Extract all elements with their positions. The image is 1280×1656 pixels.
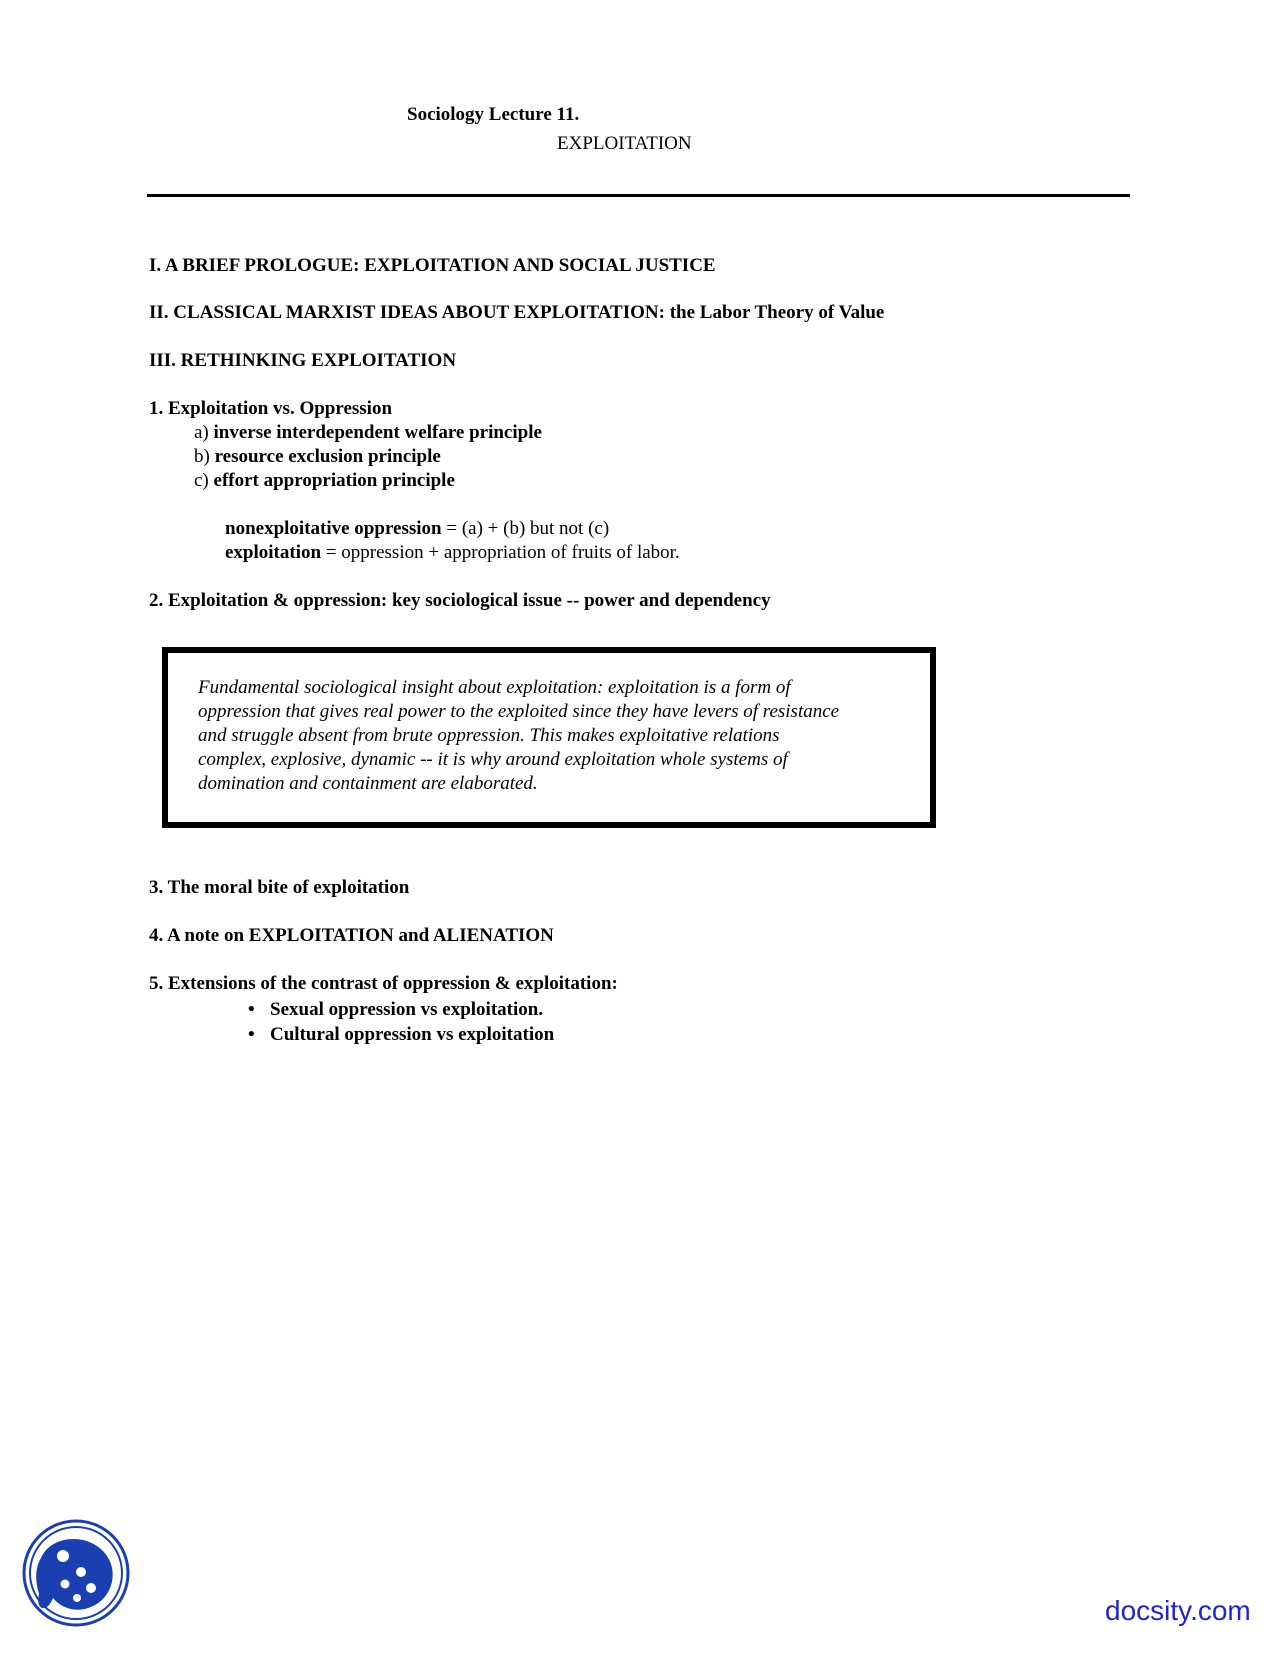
definition-text: = oppression + appropriation of fruits of labor. xyxy=(321,542,680,563)
item-5-heading: 5. Extensions of the contrast of oppression & exploitation: xyxy=(149,973,618,994)
principle-a-prefix: a) xyxy=(194,422,214,443)
definition-term: nonexploitative oppression xyxy=(225,518,442,539)
item-4-heading: 4. A note on EXPLOITATION and ALIENATION xyxy=(149,925,554,946)
principle-c xyxy=(194,469,455,492)
insight-line: oppression that gives real power to the exploited since they have levers of resistance xyxy=(198,701,840,722)
insight-line: and struggle absent from brute oppression. This makes exploitative relations xyxy=(198,725,780,746)
insight-line: complex, explosive, dynamic -- it is why around exploitation whole systems of xyxy=(198,749,788,770)
insight-line: Fundamental sociological insight about exploitation: exploitation is a form of xyxy=(198,677,791,698)
principle-a-label: inverse interdependent welfare principle xyxy=(213,422,542,443)
item-3-heading: 3. The moral bite of exploitation xyxy=(149,877,410,898)
principle-b xyxy=(194,445,441,468)
section-heading-1: I. A BRIEF PROLOGUE: EXPLOITATION AND SOCIAL JUSTICE xyxy=(149,255,716,276)
item-1-heading: 1. Exploitation vs. Oppression xyxy=(149,398,393,419)
section-heading-2: II. CLASSICAL MARXIST IDEAS ABOUT EXPLOITATION: the Labor Theory of Value xyxy=(149,302,885,323)
bullet-item: • Cultural oppression vs exploitation xyxy=(270,1023,554,1046)
principle-a xyxy=(194,421,542,444)
bullet-item: • Sexual oppression vs exploitation. xyxy=(270,998,543,1021)
item-2-heading: 2. Exploitation & oppression: key sociological issue -- power and dependency xyxy=(149,590,771,611)
definition-exploitation xyxy=(225,541,680,564)
principle-c-prefix: c) xyxy=(194,470,214,491)
section-heading-3: III. RETHINKING EXPLOITATION xyxy=(149,350,457,371)
principle-b-prefix: b) xyxy=(194,446,215,467)
header-divider xyxy=(147,194,1130,197)
definition-term: exploitation xyxy=(225,542,322,563)
principle-c-label: effort appropriation principle xyxy=(213,470,455,491)
lecture-title: Sociology Lecture 11. xyxy=(407,104,580,125)
insight-line: domination and containment are elaborated. xyxy=(198,773,538,794)
docsity-logo-icon xyxy=(21,1518,131,1628)
principle-b-label: resource exclusion principle xyxy=(214,446,441,467)
docsity-brand-link[interactable]: docsity.com xyxy=(1105,1595,1251,1626)
definition-nonexploitative-oppression xyxy=(225,517,609,540)
insight-text xyxy=(198,676,918,796)
lecture-subtitle: EXPLOITATION xyxy=(557,133,692,154)
definition-text: = (a) + (b) but not (c) xyxy=(441,518,610,539)
